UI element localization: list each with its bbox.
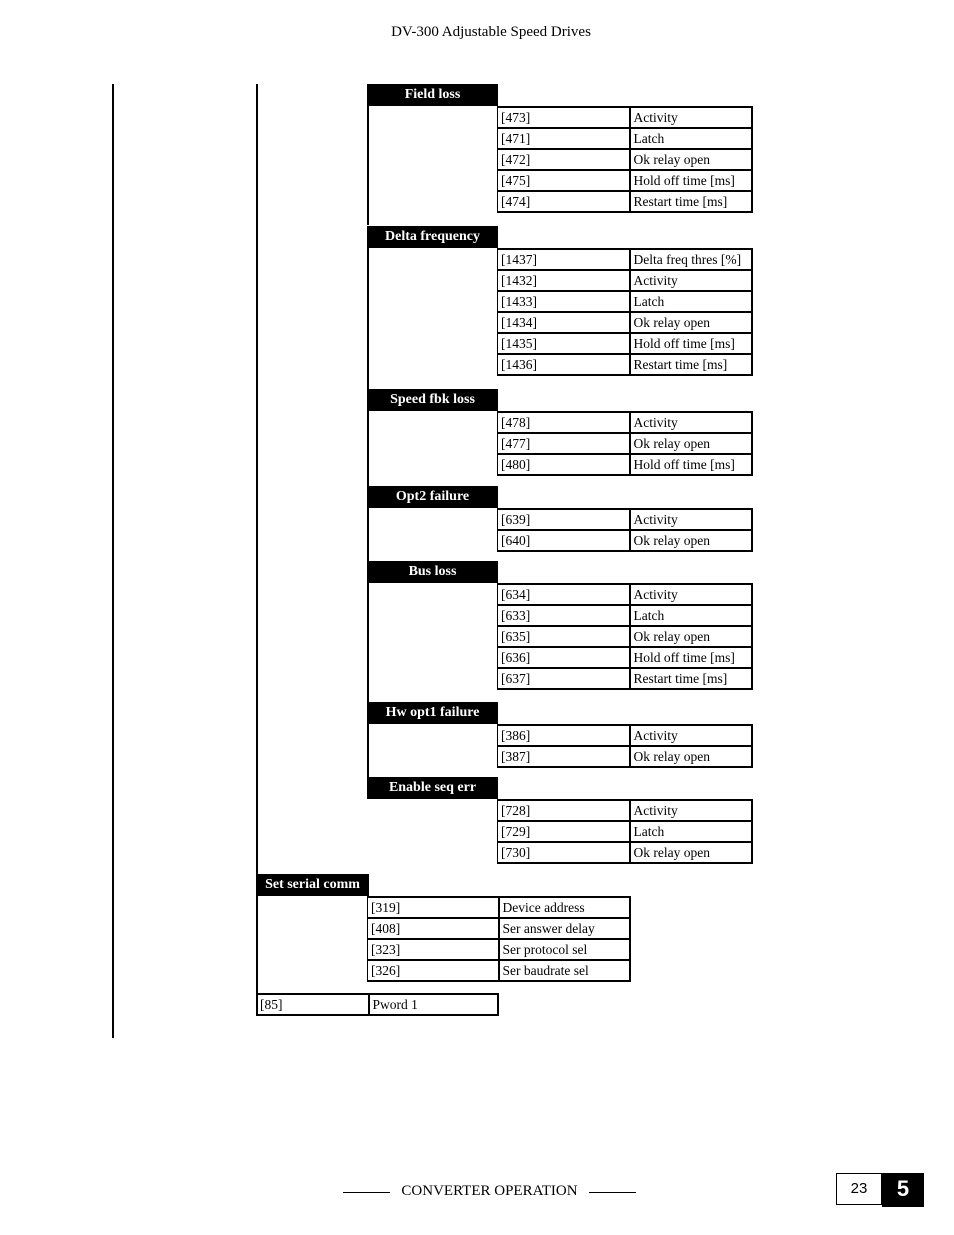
group-title: Set serial comm xyxy=(256,874,369,896)
param-name: Latch xyxy=(630,821,753,842)
param-code: [636] xyxy=(498,647,630,668)
outer-tree-line xyxy=(112,84,114,1038)
table-row[interactable] xyxy=(498,842,753,863)
table-row[interactable] xyxy=(498,746,753,767)
param-name: Activity xyxy=(630,107,753,128)
table-row[interactable] xyxy=(498,605,753,626)
param-name: Hold off time [ms] xyxy=(630,333,753,354)
param-name: Activity xyxy=(630,584,753,605)
table-row[interactable] xyxy=(498,433,753,454)
table-row[interactable] xyxy=(498,312,753,333)
table-row[interactable] xyxy=(498,821,753,842)
group-connector xyxy=(367,508,369,561)
param-name: Ok relay open xyxy=(630,746,753,767)
param-name: Activity xyxy=(630,412,753,433)
param-name: Latch xyxy=(630,291,753,312)
table-row[interactable] xyxy=(498,454,753,475)
table-row[interactable] xyxy=(257,994,499,1015)
table-row[interactable] xyxy=(498,509,753,530)
table-row[interactable] xyxy=(368,939,631,960)
param-name: Latch xyxy=(630,128,753,149)
param-name: Activity xyxy=(630,725,753,746)
param-name: Ser baudrate sel xyxy=(499,960,631,981)
table-row[interactable] xyxy=(498,584,753,605)
param-code: [1434] xyxy=(498,312,630,333)
param-code: [319] xyxy=(368,897,499,918)
param-code: [1432] xyxy=(498,270,630,291)
param-table xyxy=(497,724,753,768)
param-code: [387] xyxy=(498,746,630,767)
param-code: [85] xyxy=(257,994,369,1015)
param-code: [637] xyxy=(498,668,630,689)
table-row[interactable] xyxy=(498,647,753,668)
table-row[interactable] xyxy=(498,412,753,433)
footer-section-label: CONVERTER OPERATION xyxy=(401,1183,578,1199)
param-table xyxy=(497,106,753,213)
table-row[interactable] xyxy=(498,249,753,270)
param-name: Restart time [ms] xyxy=(630,354,753,375)
group-connector xyxy=(367,248,369,389)
table-row[interactable] xyxy=(498,107,753,128)
param-code: [1435] xyxy=(498,333,630,354)
table-row[interactable] xyxy=(498,800,753,821)
param-code: [640] xyxy=(498,530,630,551)
footer-rule-right xyxy=(589,1192,636,1193)
group-title: Bus loss xyxy=(367,561,498,583)
group-title: Opt2 failure xyxy=(367,486,498,508)
param-code: [471] xyxy=(498,128,630,149)
param-name: Ok relay open xyxy=(630,842,753,863)
param-name: Ok relay open xyxy=(630,530,753,551)
param-code: [326] xyxy=(368,960,499,981)
chapter-tab: 5 xyxy=(882,1173,924,1207)
page-header: DV-300 Adjustable Speed Drives xyxy=(391,24,591,40)
param-table xyxy=(497,508,753,552)
table-row[interactable] xyxy=(368,897,631,918)
param-code: [635] xyxy=(498,626,630,647)
param-code: [728] xyxy=(498,800,630,821)
group-title: Enable seq err xyxy=(367,777,498,799)
param-name: Hold off time [ms] xyxy=(630,647,753,668)
param-name: Ok relay open xyxy=(630,149,753,170)
table-row[interactable] xyxy=(498,191,753,212)
param-code: [634] xyxy=(498,584,630,605)
group-connector xyxy=(367,724,369,777)
param-name: Hold off time [ms] xyxy=(630,170,753,191)
param-code: [323] xyxy=(368,939,499,960)
group-connector xyxy=(367,583,369,702)
param-code: [386] xyxy=(498,725,630,746)
param-name: Device address xyxy=(499,897,631,918)
table-row[interactable] xyxy=(498,291,753,312)
param-name: Delta freq thres [%] xyxy=(630,249,753,270)
param-code: [1436] xyxy=(498,354,630,375)
param-code: [475] xyxy=(498,170,630,191)
param-code: [478] xyxy=(498,412,630,433)
table-row[interactable] xyxy=(498,270,753,291)
table-row[interactable] xyxy=(368,960,631,981)
param-table xyxy=(497,583,753,690)
param-name: Pword 1 xyxy=(369,994,499,1015)
table-row[interactable] xyxy=(498,170,753,191)
group-title: Speed fbk loss xyxy=(367,389,498,411)
table-row[interactable] xyxy=(368,918,631,939)
group-connector xyxy=(367,411,369,486)
table-row[interactable] xyxy=(498,725,753,746)
group-title: Field loss xyxy=(367,84,498,106)
param-name: Ok relay open xyxy=(630,433,753,454)
param-name: Ok relay open xyxy=(630,312,753,333)
param-code: [477] xyxy=(498,433,630,454)
page-number: 23 xyxy=(836,1173,882,1205)
param-code: [480] xyxy=(498,454,630,475)
table-row[interactable] xyxy=(498,626,753,647)
param-table xyxy=(367,896,631,982)
param-code: [474] xyxy=(498,191,630,212)
pword-table xyxy=(256,993,499,1016)
param-name: Restart time [ms] xyxy=(630,668,753,689)
param-name: Latch xyxy=(630,605,753,626)
param-code: [1433] xyxy=(498,291,630,312)
group-connector xyxy=(367,106,369,225)
param-name: Ser answer delay xyxy=(499,918,631,939)
param-name: Hold off time [ms] xyxy=(630,454,753,475)
table-row[interactable] xyxy=(498,333,753,354)
param-name: Ok relay open xyxy=(630,626,753,647)
param-code: [472] xyxy=(498,149,630,170)
table-row[interactable] xyxy=(498,128,753,149)
param-name: Ser protocol sel xyxy=(499,939,631,960)
group-title: Hw opt1 failure xyxy=(367,702,498,724)
param-code: [633] xyxy=(498,605,630,626)
param-code: [1437] xyxy=(498,249,630,270)
param-code: [408] xyxy=(368,918,499,939)
param-name: Activity xyxy=(630,509,753,530)
table-row[interactable] xyxy=(498,149,753,170)
param-code: [730] xyxy=(498,842,630,863)
param-name: Restart time [ms] xyxy=(630,191,753,212)
param-code: [473] xyxy=(498,107,630,128)
table-row[interactable] xyxy=(498,668,753,689)
param-name: Activity xyxy=(630,270,753,291)
param-code: [729] xyxy=(498,821,630,842)
table-row[interactable] xyxy=(498,354,753,375)
table-row[interactable] xyxy=(498,530,753,551)
param-table xyxy=(497,248,753,376)
param-table xyxy=(497,799,753,864)
group-title: Delta frequency xyxy=(367,226,498,248)
param-table xyxy=(497,411,753,476)
param-code: [639] xyxy=(498,509,630,530)
param-name: Activity xyxy=(630,800,753,821)
